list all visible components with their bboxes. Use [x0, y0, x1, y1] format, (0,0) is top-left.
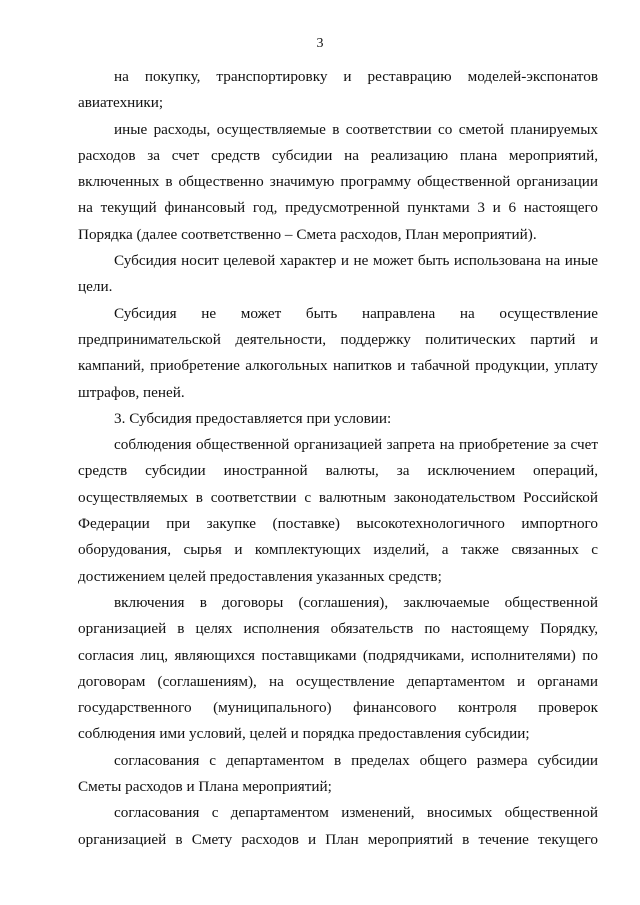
paragraph: согласования с департаментом в пределах общего размера субсидии Сметы расходов и Плана мероприятий;: [78, 751, 598, 796]
paragraph: Субсидия носит целевой характер и не может быть использована на иные цели.: [78, 252, 598, 296]
paragraph: на покупку, транспортировку и реставрацию моделей-экспонатов авиатехники;: [78, 68, 598, 112]
paragraph: 3. Субсидия предоставляется при условии:: [114, 409, 392, 427]
paragraph: включения в договоры (соглашения), заключаемые общественной организацией в целях исполнения обязательств по настоящему Порядку, согласия лиц, являющихся поставщиками (подрядчиками, исполнителями) по договорам (соглашениям), на осуществление департаментом и органами государственного (муниципального) финансового контроля проверок соблюдения ими условий, целей и порядка предоставления субсидии;: [78, 593, 598, 743]
document-body: [78, 64, 598, 853]
paragraph: согласования с департаментом изменений, вносимых общественной организацией в Смету расходов и План мероприятий в течение текущего: [78, 804, 598, 848]
page-number: 3: [316, 36, 324, 51]
paragraph: соблюдения общественной организацией запрета на приобретение за счет средств субсидии иностранной валюты, за исключением операций, осуществляемых в соответствии с валютным законодательством Российской Федерации при закупке (поставке) высокотехнологичного импортного оборудования, сырья и комплектующих изделий, а также связанных с достижением целей предоставления указанных средств;: [78, 436, 598, 585]
paragraph: иные расходы, осуществляемые в соответствии со сметой планируемых расходов за счет средств субсидии на реализацию плана мероприятий, включенных в общественно значимую программу общественной организации на текущий финансовый год, предусмотренной пунктами 3 и 6 настоящего Порядка (далее соответственно – Смета расходов, План мероприятий).: [78, 120, 598, 243]
paragraph: Субсидия не может быть направлена на осуществление предпринимательской деятельности, поддержку политических партий и кампаний, приобретение алкогольных напитков и табачной продукции, уплату штрафов, пеней.: [78, 304, 598, 401]
